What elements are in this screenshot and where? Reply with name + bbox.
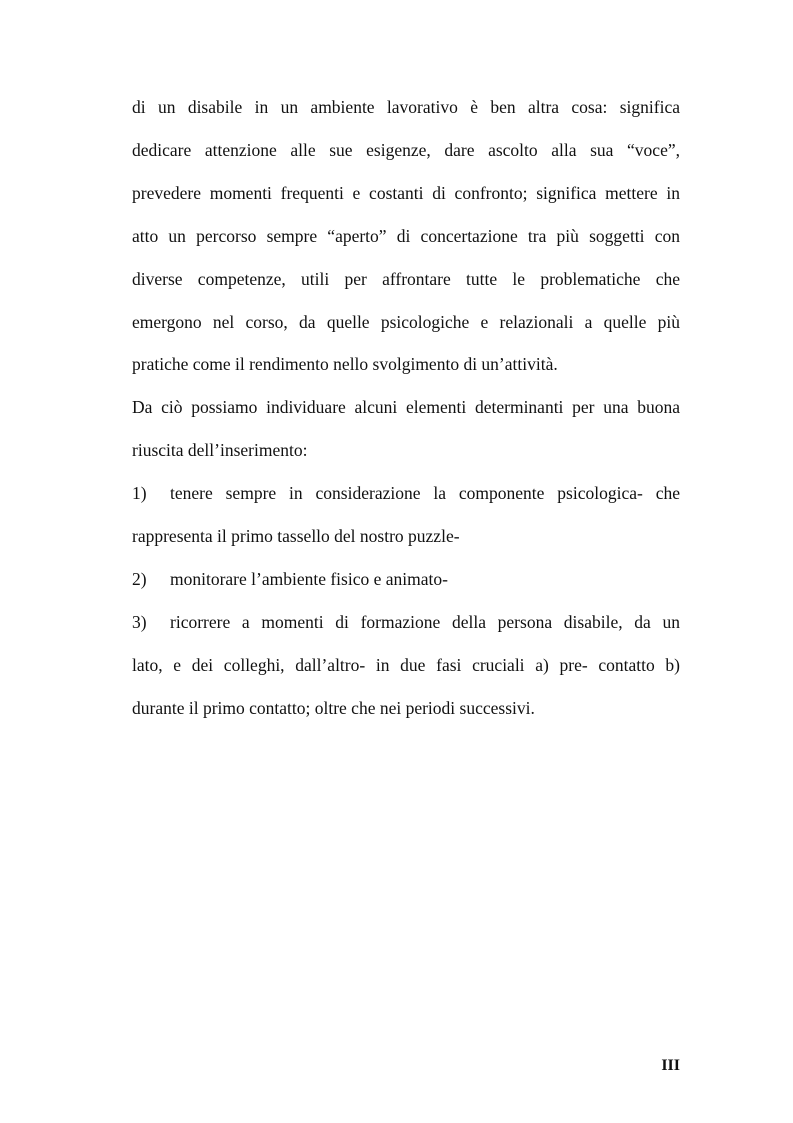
list-item: [132, 611, 680, 633]
list-item-text: ricorrere a momenti di formazione della persona disabile, da un: [170, 612, 680, 632]
list-item-continuation: durante il primo contatto; oltre che nei periodi successivi.: [132, 698, 535, 718]
text-line: dedicare attenzione alle sue esigenze, dare ascolto alla sua “voce”,: [132, 140, 680, 160]
list-item-text: tenere sempre in considerazione la componente psicologica- che: [170, 483, 680, 503]
text-line: diverse competenze, utili per affrontare tutte le problematiche che: [132, 269, 680, 289]
list-item-continuation: rappresenta il primo tassello del nostro puzzle-: [132, 526, 460, 546]
page-number: III: [661, 1057, 680, 1074]
list-item: [132, 482, 680, 504]
list-item-number: 3): [132, 612, 147, 632]
text-line: emergono nel corso, da quelle psicologiche e relazionali a quelle più: [132, 312, 680, 332]
list-item-number: 1): [132, 483, 147, 503]
text-line: di un disabile in un ambiente lavorativo è ben altra cosa: significa: [132, 97, 680, 117]
text-line: prevedere momenti frequenti e costanti di confronto; significa mettere in: [132, 183, 680, 203]
text-line: Da ciò possiamo individuare alcuni elementi determinanti per una buona: [132, 397, 680, 417]
list-item-continuation: lato, e dei colleghi, dall’altro- in due fasi cruciali a) pre- contatto b): [132, 655, 680, 675]
text-line: riuscita dell’inserimento:: [132, 440, 308, 460]
text-line: atto un percorso sempre “aperto” di concertazione tra più soggetti con: [132, 226, 680, 246]
list-item-number: 2): [132, 569, 147, 589]
text-line: pratiche come il rendimento nello svolgimento di un’attività.: [132, 354, 558, 374]
list-item-text: monitorare l’ambiente fisico e animato-: [170, 569, 448, 589]
list-item: [132, 568, 680, 590]
